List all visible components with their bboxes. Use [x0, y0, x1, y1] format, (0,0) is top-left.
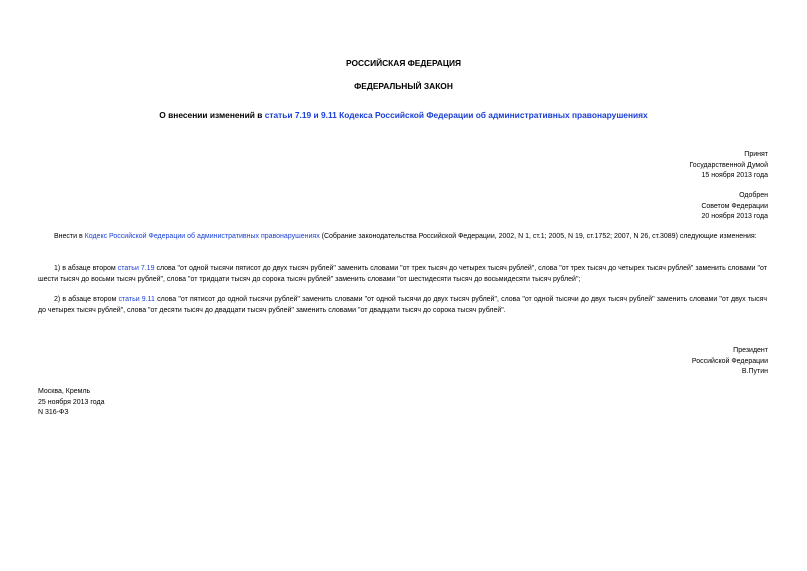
- approved-line-2: Советом Федерации: [701, 202, 768, 210]
- adopted-line-3: 15 ноября 2013 года: [701, 172, 768, 179]
- signature-line-1: Президент: [733, 347, 768, 354]
- approved-block: [701, 191, 768, 223]
- approved-line-3: 20 ноября 2013 года: [701, 213, 768, 220]
- footer-block: [38, 387, 104, 419]
- approved-line-1: Одобрен: [739, 192, 768, 199]
- country-heading: РОССИЙСКАЯ ФЕДЕРАЦИЯ: [345, 58, 462, 68]
- footer-place: Москва, Кремль: [38, 388, 91, 395]
- item-1-pre: 1) в абзаце втором: [54, 265, 118, 272]
- adopted-block: [689, 150, 768, 182]
- adopted-line-1: Принят: [744, 151, 768, 158]
- article-7-19-link[interactable]: статьи 7.19: [117, 265, 155, 272]
- item-2-paragraph: [38, 295, 767, 316]
- signature-block: [692, 346, 768, 378]
- signature-line-3: В.Путин: [741, 368, 768, 375]
- intro-paragraph: [38, 232, 767, 243]
- footer-date: 25 ноября 2013 года: [38, 398, 105, 406]
- law-title-link[interactable]: статьи 7.19 и 9.11 Кодекса Российской Федерации об административных правонарушениях: [264, 110, 648, 120]
- item-1-paragraph: [38, 264, 767, 285]
- item-2-pre: 2) в абзаце втором: [54, 296, 119, 303]
- article-9-11-link[interactable]: статьи 9.11: [118, 296, 155, 303]
- codex-link[interactable]: Кодекс Российской Федерации об административных правонарушениях: [84, 233, 320, 240]
- item-1-post: слова "от одной тысячи пятисот до двух тысяч рублей" заменить словами "от трех тысяч до четырех тысяч рублей", слова "от трех тысяч до четырех тысяч рублей" заменить словами "от шести тысяч до восьми тысяч рублей", слова "от тридцати тысяч до сорока тысяч рублей" заменить словами "от шестидесяти тысяч до восьмидесяти тысяч рублей";: [38, 265, 767, 283]
- item-2-post: слова "от пятисот до одной тысячи рублей" заменить словами "от одной тысячи до двух тысяч рублей", слова "от одной тысячи до двух тысяч рублей" заменить словами "от двух тысяч до четырех тысяч рублей", слова "от десяти тысяч до двадцати тысяч рублей" заменить словами "от двадцати тысяч до сорока тысяч рублей".: [38, 296, 768, 314]
- footer-number: N 316-ФЗ: [38, 409, 69, 416]
- law-type-heading: ФЕДЕРАЛЬНЫЙ ЗАКОН: [354, 81, 453, 91]
- law-title: [0, 110, 807, 120]
- signature-line-2: Российской Федерации: [691, 357, 768, 365]
- adopted-line-2: Государственной Думой: [689, 161, 768, 169]
- law-title-prefix: О внесении изменений в: [159, 110, 265, 120]
- intro-post: (Собрание законодательства Российской Федерации, 2002, N 1, ст.1; 2005, N 19, ст.1752; 2007, N 26, ст.3089) следующие изменения:: [319, 233, 757, 240]
- intro-pre: Внести в: [54, 233, 85, 240]
